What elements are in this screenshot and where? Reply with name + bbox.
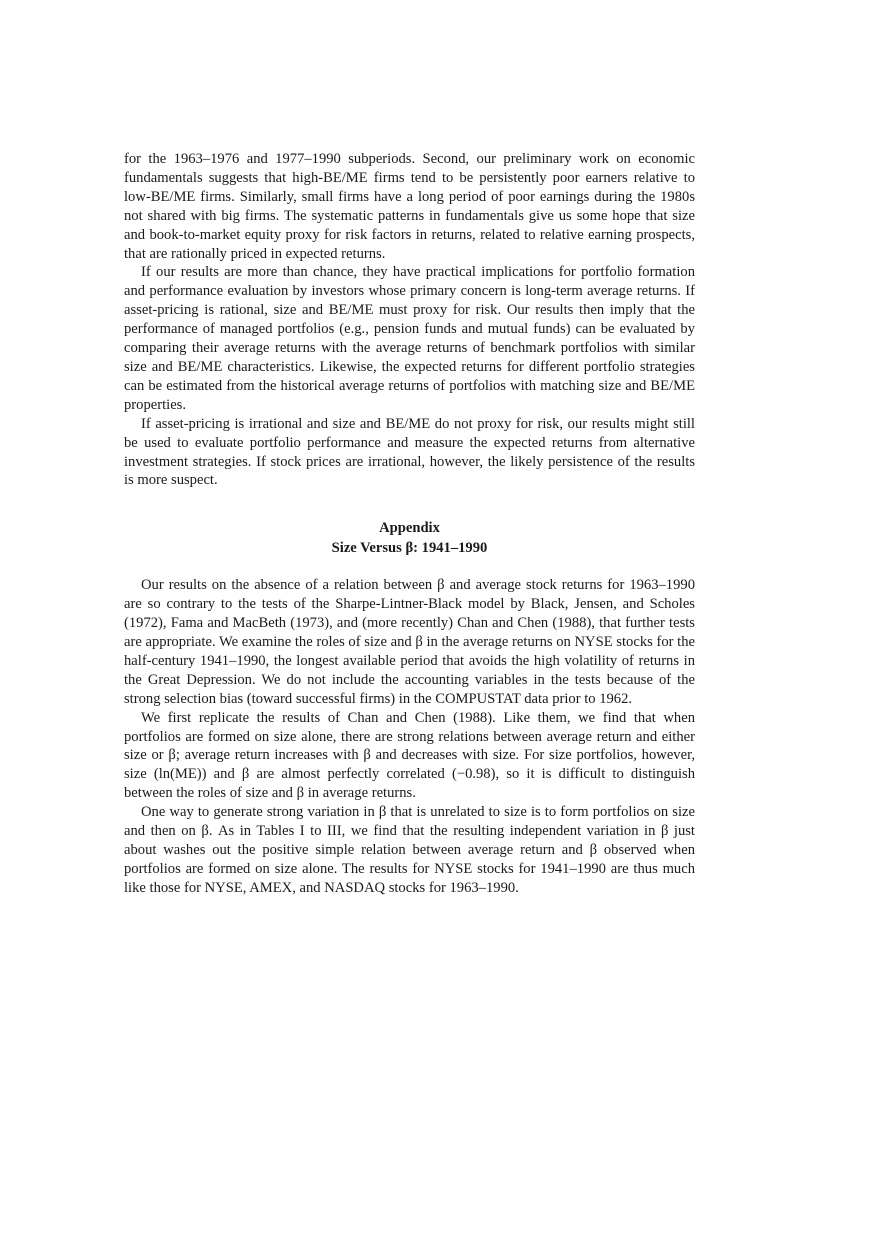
appendix-subtitle: Size Versus β: 1941–1990 bbox=[331, 540, 488, 557]
paragraph-practical-implications: If our results are more than chance, they have practical implications for portfolio formation and performance evaluation by investors whose primary concern is long-term average returns. If asset-pricing is rational, size and BE/ME must proxy for risk. Our results then imply that the performance of managed portfolios (e.g., pension funds and mutual funds) can be evaluated by comparing their average returns with the average returns of benchmark portfolios with similar size and BE/ME characteristics. Likewise, the expected returns for different portfolio strategies can be estimated from the historical average returns of portfolios with matching size and BE/ME properties. bbox=[124, 264, 695, 413]
paragraph-replication: We first replicate the results of Chan and Chen (1988). Like them, we find that when portfolios are formed on size alone, there are strong relations between average return and either size or β; average return increases with β and decreases with size. For size portfolios, however, size (ln(ME)) and β are almost perfectly correlated (−0.98), so it is difficult to distinguish between the roles of size and β in average returns. bbox=[124, 709, 695, 802]
appendix-title: Appendix bbox=[379, 520, 440, 537]
paragraph-beta-variation: One way to generate strong variation in β that is unrelated to size is to form portfolios on size and then on β. As in Tables I to III, we find that the resulting independent variation in β just about washes out the positive simple relation between average return and β observed when portfolios are formed on size alone. The results for NYSE stocks for 1941–1990 are thus much like those for NYSE, AMEX, and NASDAQ stocks for 1963–1990. bbox=[124, 804, 695, 896]
page-body bbox=[124, 150, 695, 898]
paragraph-subperiods: for the 1963–1976 and 1977–1990 subperiods. Second, our preliminary work on economic fundamentals suggests that high-BE/ME firms tend to be persistently poor earners relative to low-BE/ME firms. Similarly, small firms have a long period of poor earnings during the 1980s not shared with big firms. The systematic patterns in fundamentals give us some hope that size and book-to-market equity proxy for risk factors in returns, related to relative earning prospects, that are rationally priced in expected returns. bbox=[124, 151, 695, 262]
paragraph-beta-relation: Our results on the absence of a relation between β and average stock returns for 1963–1990 are so contrary to the tests of the Sharpe-Lintner-Black model by Black, Jensen, and Scholes (1972), Fama and MacBeth (1973), and (more recently) Chan and Chen (1988), that further tests are appropriate. We examine the roles of size and β in the average returns on NYSE stocks for the half-century 1941–1990, the longest available period that avoids the high volatility of returns in the Great Depression. We do not include the accounting variables in the tests because of the strong selection bias (toward successful firms) in the COMPUSTAT data prior to 1962. bbox=[124, 577, 695, 707]
appendix-heading bbox=[124, 518, 695, 558]
paragraph-irrational-pricing: If asset-pricing is irrational and size and BE/ME do not proxy for risk, our results might still be used to evaluate portfolio performance and measure the expected returns from alternative investment strategies. If stock prices are irrational, however, the likely persistence of the results is more suspect. bbox=[124, 415, 695, 489]
